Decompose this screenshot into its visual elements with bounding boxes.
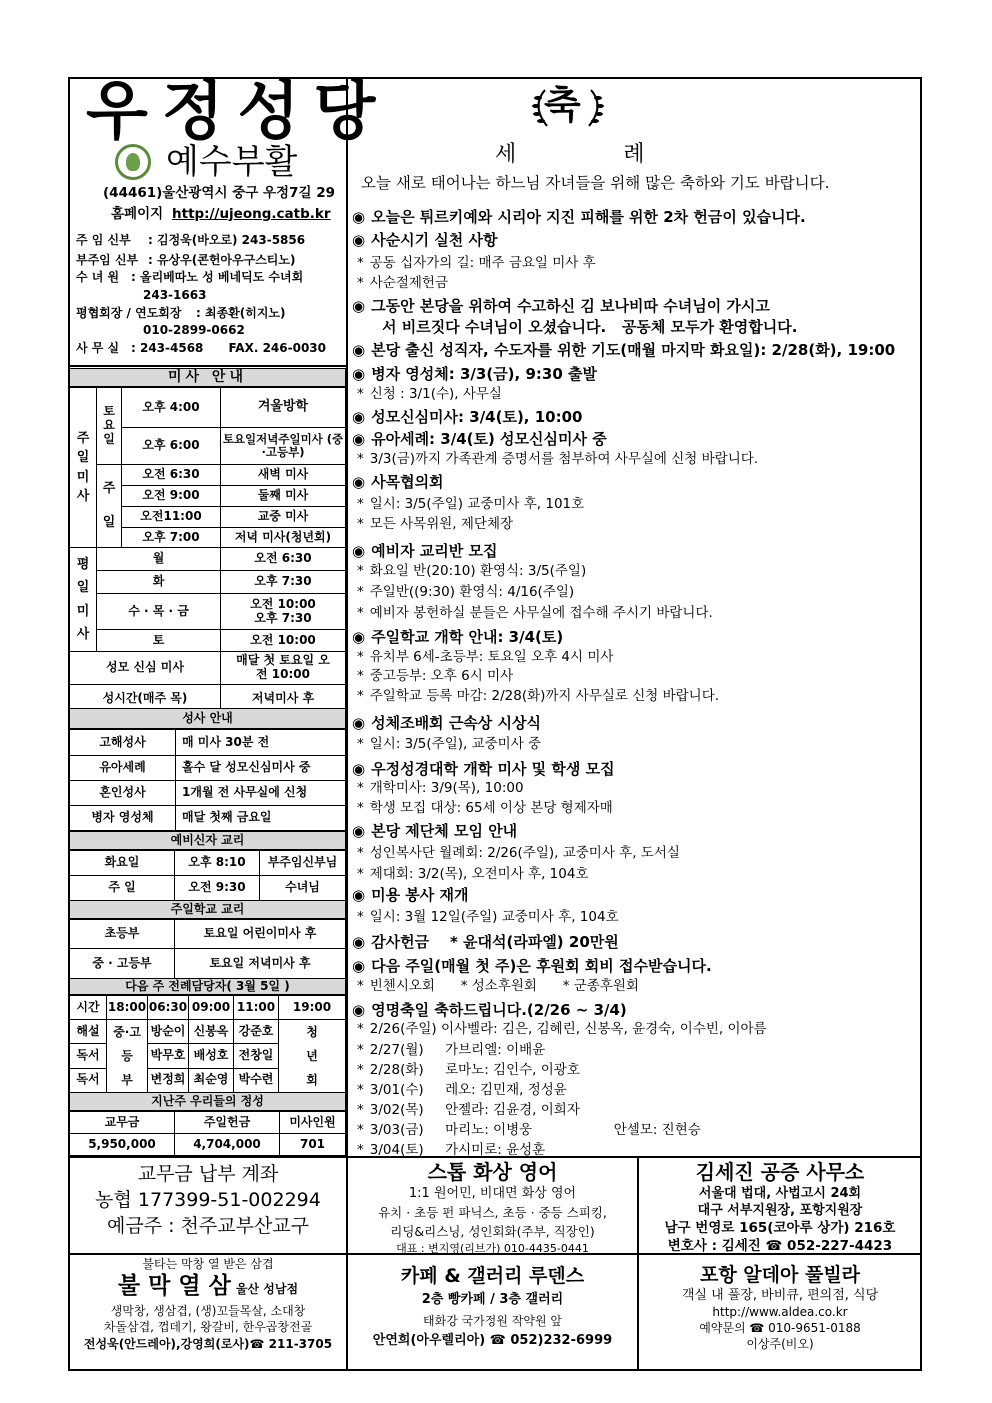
notice-marker: * xyxy=(357,451,364,467)
notice-marker: * xyxy=(357,1042,364,1058)
notice-text: 2/26(주일) 이사벨라: 김은, 김혜린, 신봉옥, 윤경숙, 이수빈, 이아름 xyxy=(369,1021,767,1037)
notice-text: 빈첸시오회 * 성소후원회 * 군종후원회 xyxy=(369,978,639,994)
holy-hour-time: 저녁미사 후 xyxy=(221,685,346,714)
notice-marker: ◉ xyxy=(352,231,366,249)
staff-role: 수 녀 원 xyxy=(76,270,120,284)
lawyer-line: 남구 번영로 165(코아루 상가) 216호 xyxy=(664,1220,896,1236)
english-title: 스톱 화상 영어 xyxy=(427,1160,558,1184)
staff-value: : 김정욱(바오로) 243-5856 xyxy=(148,233,306,247)
notice-marker: ◉ xyxy=(352,760,366,778)
notice-marker: ◉ xyxy=(352,473,366,491)
notice-marker: * xyxy=(357,1062,364,1078)
notice-item xyxy=(352,716,541,731)
sacrament-value: 매달 첫째 금요일 xyxy=(176,806,346,831)
offering-header: 교무금 xyxy=(70,1112,175,1134)
notice-marker: ◉ xyxy=(352,628,366,646)
notice-text: 성체조배회 근속상 시상식 xyxy=(371,714,541,732)
sunday-school-title: 주일학교 교리 xyxy=(69,900,346,919)
notice-item xyxy=(352,233,497,248)
notice-detail xyxy=(357,847,680,861)
notice-text: 예비자 봉헌하실 분들은 사무실에 접수해 주시기 바랍니다. xyxy=(369,605,713,621)
notice-item xyxy=(352,343,895,358)
notice-marker: * xyxy=(357,584,364,600)
mass-name: 둘째 미사 xyxy=(221,486,346,507)
notice-detail xyxy=(357,388,502,402)
notice-detail xyxy=(357,1104,580,1118)
mass-name: 토요일저녁주일미사 (중·고등부) xyxy=(221,428,346,465)
minister-cell: 배성호 xyxy=(189,1044,234,1068)
minister-time: 09:00 xyxy=(189,996,234,1020)
sacrament-name: 고해성사 xyxy=(70,730,176,756)
notice-text: 병자 영성체: 3/3(금), 9:30 출발 xyxy=(371,365,597,383)
mass-time: 오전11:00 xyxy=(122,507,221,528)
notice-text: 3/02(목) 안젤라: 김윤경, 이희자 xyxy=(369,1102,580,1118)
notice-text: 일시: 3/5(주일) 교중미사 후, 101호 xyxy=(369,496,585,512)
staff-role: 사 무 실 xyxy=(76,341,120,355)
school-time: 토요일 어린이미사 후 xyxy=(175,920,346,949)
notice-marker: ◉ xyxy=(352,365,366,383)
notice-text: 중고등부: 오후 6시 미사 xyxy=(369,668,514,684)
motto: 예수부활 xyxy=(166,142,298,182)
cafe-title: 카페 & 갤러리 루덴스 xyxy=(400,1265,585,1287)
celebration-message: 오늘 새로 태어나는 하느님 자녀들을 위해 많은 축하와 기도 바랍니다. xyxy=(361,174,830,192)
offering-value: 4,704,000 xyxy=(175,1134,280,1156)
minister-cell: 전창일 xyxy=(234,1044,279,1068)
holy-hour: 성시간(매주 목) xyxy=(70,685,221,714)
catechumen-day: 화요일 xyxy=(70,851,175,876)
offering-title: 지난주 우리들의 정성 xyxy=(69,1092,346,1111)
mass-time: 오전 9:00 xyxy=(122,486,221,507)
english-ad xyxy=(348,1160,637,1257)
villa-line: 객실 내 풀장, 바비큐, 편의점, 식당 xyxy=(681,1288,879,1303)
notice-text: 서 비르짓다 수녀님이 오셨습니다. 공동체 모두가 환영합니다. xyxy=(382,318,798,336)
notice-text: 주일학교 등록 마감: 2/28(화)까지 사무실로 신청 바랍니다. xyxy=(369,688,720,704)
donation-account: 농협 177399-51-002294 xyxy=(95,1189,321,1211)
minister-cell: 강준호 xyxy=(234,1020,279,1044)
school-group: 중 · 고등부 xyxy=(70,949,175,979)
notice-detail xyxy=(357,670,513,684)
notice-text: 3/01(수) 레오: 김민재, 정성윤 xyxy=(369,1082,567,1098)
sacrament-value: 매 미사 30분 전 xyxy=(176,730,346,756)
staff-value: 010-2899-0662 xyxy=(143,323,245,337)
notice-text: 우정성경대학 개학 미사 및 학생 모집 xyxy=(371,760,615,778)
notice-text: 오늘은 튀르키예와 시리아 지진 피해를 위한 2차 헌금이 있습니다. xyxy=(371,208,806,226)
notice-marker: ◉ xyxy=(352,341,366,359)
notice-text: 미용 봉사 재개 xyxy=(371,886,469,904)
notice-marker: * xyxy=(357,605,364,621)
notice-marker: * xyxy=(357,978,364,994)
minister-youth: 중·고 등 부 xyxy=(107,1020,148,1093)
weekday-time: 오전 10:00 xyxy=(221,630,346,652)
minister-cell: 방순이 xyxy=(148,1020,189,1044)
catechumen-day: 주 일 xyxy=(70,876,175,901)
notice-detail xyxy=(357,782,524,796)
church-logo-icon xyxy=(115,144,151,180)
homepage-label: 홈페이지 xyxy=(111,206,164,222)
cafe-contact: 안연희(아우렐리아) ☎ 052)232-6999 xyxy=(372,1333,613,1348)
donation-ad xyxy=(70,1161,346,1239)
donation-holder: 예금주 : 천주교부산교구 xyxy=(106,1215,310,1237)
notice-text: 사목협의회 xyxy=(371,473,444,491)
notice-item xyxy=(352,888,468,903)
offering-value: 5,950,000 xyxy=(70,1134,175,1156)
notice-text: 3/3(금)까지 가족관계 증명서를 첨부하여 사무실에 신청 바랍니다. xyxy=(369,451,759,467)
notice-detail xyxy=(357,453,758,467)
notice-text: 예비자 교리반 모집 xyxy=(371,542,498,560)
notice-marker: * xyxy=(357,780,364,796)
notice-marker: ◉ xyxy=(352,714,366,732)
staff-value: : 올리베따노 성 베네딕도 수녀회 xyxy=(131,270,304,284)
sunday-school-table xyxy=(69,919,346,979)
notice-detail xyxy=(357,1023,767,1037)
notice-text: 유아세례: 3/4(토) 성모신심미사 중 xyxy=(371,430,607,448)
minister-youth-group: 청 년 회 xyxy=(279,1020,346,1093)
notice-marker: * xyxy=(357,866,364,882)
offering-value: 701 xyxy=(280,1134,346,1156)
bbq-line: 차돌삼겹, 껍데기, 왕갈비, 한우곱창전골 xyxy=(103,1320,313,1334)
weekday-day: 수 · 목 · 금 xyxy=(97,594,221,630)
notice-marker: * xyxy=(357,275,364,291)
notice-text: 모든 사목위원, 제단체장 xyxy=(369,516,514,532)
mass-time: 오후 4:00 xyxy=(122,388,221,428)
staff-role: 평협회장 / 연도회장 xyxy=(76,306,182,320)
staff-role: 주 임 신부 xyxy=(76,233,131,247)
left-header-divider xyxy=(68,365,347,367)
notice-text: 사순시기 실천 사항 xyxy=(371,231,498,249)
sacrament-value: 홀수 달 성모신심미사 중 xyxy=(176,756,346,781)
lawyer-title: 김세진 공증 사무소 xyxy=(695,1160,865,1184)
villa-ad xyxy=(639,1263,921,1352)
notice-detail xyxy=(357,586,574,600)
notice-item xyxy=(352,935,619,950)
minister-role: 독서 xyxy=(70,1068,107,1092)
notice-text: 학생 모집 대상: 65세 이상 본당 형제자매 xyxy=(369,800,613,816)
notice-marker: * xyxy=(357,1021,364,1037)
english-line: 1:1 원어민, 비대면 화상 영어 xyxy=(408,1186,577,1201)
notice-detail xyxy=(357,257,596,271)
staff-value: : 최종환(히지노) xyxy=(196,306,286,320)
notice-detail xyxy=(357,980,639,994)
cafe-line: 태화강 국가정원 작약원 앞 xyxy=(423,1314,562,1328)
english-line: 리딩&리스닝, 성인회화(주부, 직장인) xyxy=(390,1224,595,1239)
sunday-label: 주일 xyxy=(97,465,122,548)
villa-reservation: 예약문의 ☎ 010-9651-0188 xyxy=(699,1321,861,1335)
weekday-mass-label: 평일미사 xyxy=(70,548,97,652)
celebration-emblem: 축 xyxy=(544,82,581,127)
notice-text: 사순절제헌금 xyxy=(369,275,448,291)
notice-item xyxy=(352,210,806,225)
notice-text: 주일반((9:30) 환영식: 4/16(주일) xyxy=(369,584,575,600)
offering-header: 주일헌금 xyxy=(175,1112,280,1134)
notice-detail xyxy=(357,565,586,579)
notice-marker: * xyxy=(357,688,364,704)
staff-value: : 유상우(콘헌아우구스티노) xyxy=(148,253,296,267)
notice-detail xyxy=(357,1064,580,1078)
notice-detail xyxy=(357,738,541,752)
notice-item xyxy=(352,299,770,314)
mass-time: 오전 6:30 xyxy=(122,465,221,486)
notice-detail xyxy=(357,911,619,925)
sacrament-name: 혼인성사 xyxy=(70,781,176,806)
notice-detail xyxy=(357,868,588,882)
catechumen-teacher: 수녀님 xyxy=(260,876,346,901)
villa-title: 포항 알데아 풀빌라 xyxy=(699,1264,861,1286)
english-line: 유치 · 초등 펀 파닉스, 초등 · 중등 스피킹, xyxy=(378,1205,607,1220)
bbq-contact: 전성욱(안드레아),강영희(로사)☎ 211-3705 xyxy=(83,1337,333,1351)
notice-text: 성인복사단 월례회: 2/26(주일), 교중미사 후, 도서실 xyxy=(369,845,680,861)
weekday-time: 오전 6:30 xyxy=(221,548,346,571)
lawyer-contact: 변호사 : 김세진 ☎ 052-227-4423 xyxy=(667,1238,893,1254)
minister-time: 06:30 xyxy=(148,996,189,1020)
catechumen-teacher: 부주임신부님 xyxy=(260,851,346,876)
sacraments-title: 성사 안내 xyxy=(69,708,346,729)
mass-table xyxy=(69,387,346,714)
ministers-title: 다음 주 전례담당자( 3월 5일 ) xyxy=(69,978,346,995)
bbq-tagline: 불타는 막창 열 받은 삼겹 xyxy=(142,1257,274,1271)
notice-item xyxy=(352,544,497,559)
column-divider xyxy=(346,77,348,1157)
mass-name: 교중 미사 xyxy=(221,507,346,528)
notice-marker: * xyxy=(357,1102,364,1118)
notice-text: 주일학교 개학 안내: 3/4(토) xyxy=(371,628,564,646)
notice-text: 신청 : 3/1(수), 사무실 xyxy=(369,386,502,402)
sunday-mass-label: 주일미사 xyxy=(70,388,97,548)
lawyer-line: 대구 서부지원장, 포항지원장 xyxy=(697,1203,863,1218)
notice-marker: ◉ xyxy=(352,822,366,840)
mass-time: 오후 6:00 xyxy=(122,428,221,465)
english-contact: 대표 : 변지영(리브가) 010-4435-0441 xyxy=(396,1242,589,1255)
notice-text: 감사헌금 * 윤대석(라파엘) 20만원 xyxy=(371,933,619,951)
cafe-ad xyxy=(348,1263,637,1351)
notice-detail xyxy=(357,607,713,621)
notice-marker: * xyxy=(357,255,364,271)
weekday-day: 토 xyxy=(97,630,221,652)
bbq-line: 생막창, 생삼겹, (생)꼬들목살, 소대창 xyxy=(110,1304,306,1318)
notice-marker: * xyxy=(357,845,364,861)
minister-cell: 최순영 xyxy=(189,1068,234,1092)
notice-marker: * xyxy=(357,386,364,402)
church-name: 우정성당 xyxy=(86,75,390,149)
notice-text: 3/03(금) 마리노: 이병웅 안셀모: 진현승 xyxy=(369,1122,701,1138)
weekday-time: 오후 7:30 xyxy=(221,571,346,594)
notice-item xyxy=(352,959,712,974)
minister-cell: 변정희 xyxy=(148,1068,189,1092)
notice-text: 일시: 3/5(주일), 교중미사 중 xyxy=(369,736,542,752)
notice-marker: ◉ xyxy=(352,1001,366,1019)
notice-text: 일시: 3월 12일(주일) 교중미사 후, 104호 xyxy=(369,909,619,925)
minister-time: 18:00 xyxy=(107,996,148,1020)
catechumen-time: 오후 8:10 xyxy=(175,851,260,876)
notice-marker: * xyxy=(357,516,364,532)
notice-detail xyxy=(357,1124,701,1138)
notice-marker: * xyxy=(357,563,364,579)
notice-marker: ◉ xyxy=(352,957,366,975)
marian-mass-time: 매달 첫 토요일 오전 10:00 xyxy=(221,652,346,685)
notice-marker: * xyxy=(357,909,364,925)
notice-text: 제대회: 3/2(목), 오전미사 후, 104호 xyxy=(369,866,589,882)
notice-marker: * xyxy=(357,496,364,512)
mass-name: 저녁 미사(청년회) xyxy=(221,528,346,548)
address: (44461)울산광역시 중구 우정7길 29 xyxy=(103,185,335,201)
notice-text: 화요일 반(20:10) 환영식: 3/5(주일) xyxy=(369,563,587,579)
notice-marker: ◉ xyxy=(352,542,366,560)
homepage-link[interactable]: http://ujeong.catb.kr xyxy=(172,206,331,222)
mass-time: 오후 7:00 xyxy=(122,528,221,548)
notice-marker: * xyxy=(357,1082,364,1098)
sacrament-value: 1개월 전 사무실에 신청 xyxy=(176,781,346,806)
staff-role: 부주임 신부 xyxy=(76,253,139,267)
weekday-day: 화 xyxy=(97,571,221,594)
villa-owner: 이상주(비오) xyxy=(746,1337,814,1351)
donation-title: 교무금 납부 계좌 xyxy=(137,1163,279,1185)
notice-marker: ◉ xyxy=(352,408,366,426)
notice-marker: * xyxy=(357,1122,364,1138)
notice-marker: ◉ xyxy=(352,297,366,315)
notice-detail xyxy=(357,1144,545,1158)
notice-detail xyxy=(357,277,448,291)
school-group: 초등부 xyxy=(70,920,175,949)
notice-item xyxy=(352,367,597,382)
bbq-branch: 울산 성남점 xyxy=(235,1282,299,1296)
notice-detail xyxy=(357,498,584,512)
notice-marker: * xyxy=(357,1142,364,1158)
weekday-time: 오전 10:00 오후 7:30 xyxy=(221,594,346,630)
minister-time: 19:00 xyxy=(279,996,346,1020)
cafe-line: 2층 빵카페 / 3층 갤러리 xyxy=(421,1292,564,1307)
minister-role: 해설 xyxy=(70,1020,107,1044)
notice-text: 다음 주일(매월 첫 주)은 후원회 회비 접수받습니다. xyxy=(371,957,712,975)
sacrament-name: 병자 영성체 xyxy=(70,806,176,831)
notice-marker: ◉ xyxy=(352,430,366,448)
sacrament-name: 유아세례 xyxy=(70,756,176,781)
notice-marker: * xyxy=(357,668,364,684)
notice-text: 2/28(화) 로마노: 김인수, 이광호 xyxy=(369,1062,580,1078)
notice-text: 3/04(토) 가시미로: 윤성훈 xyxy=(369,1142,546,1158)
catechumen-table xyxy=(69,850,346,901)
minister-cell: 박무호 xyxy=(148,1044,189,1068)
notice-detail xyxy=(357,802,613,816)
notice-detail xyxy=(376,320,797,335)
lawyer-ad xyxy=(639,1160,921,1255)
notice-text: 본당 출신 성직자, 수도자를 위한 기도(매월 마지막 화요일): 2/28(화), 19:00 xyxy=(371,341,896,359)
notice-text: 성모신심미사: 3/4(토), 10:00 xyxy=(371,408,583,426)
notice-detail xyxy=(357,1044,545,1058)
minister-time: 11:00 xyxy=(234,996,279,1020)
notice-item xyxy=(352,432,607,447)
notice-detail xyxy=(357,651,613,665)
mass-name: 겨울방학 xyxy=(221,388,346,428)
staff-value: : 243-4568 FAX. 246-0030 xyxy=(131,341,326,355)
celebration-title: 세 례 xyxy=(495,142,645,167)
sacraments-table xyxy=(69,729,346,831)
notice-marker: * xyxy=(357,649,364,665)
notice-item xyxy=(352,824,517,839)
notice-marker: * xyxy=(357,736,364,752)
staff-value: 243-1663 xyxy=(143,288,207,302)
bbq-ad xyxy=(70,1257,346,1353)
saturday-label: 토요일 xyxy=(97,388,122,465)
offering-header: 미사인원 xyxy=(280,1112,346,1134)
marian-mass: 성모 신심 미사 xyxy=(70,652,221,685)
notice-text: 유치부 6세-초등부: 토요일 오후 4시 미사 xyxy=(369,649,614,665)
notice-item xyxy=(352,630,563,645)
school-time: 토요일 저녁미사 후 xyxy=(175,949,346,979)
notice-text: 본당 제단체 모임 안내 xyxy=(371,822,518,840)
notice-text: 공동 십자가의 길: 매주 금요일 미사 후 xyxy=(369,255,596,271)
bbq-name: 불 막 열 삼 xyxy=(117,1273,231,1299)
notice-detail xyxy=(357,1084,567,1098)
minister-time: 시간 xyxy=(70,996,107,1020)
offering-table xyxy=(69,1111,346,1156)
minister-cell: 신봉옥 xyxy=(189,1020,234,1044)
notice-marker: ◉ xyxy=(352,208,366,226)
villa-link[interactable]: http://www.aldea.co.kr xyxy=(712,1305,848,1319)
catechumen-time: 오전 9:30 xyxy=(175,876,260,901)
ministers-table xyxy=(69,995,346,1093)
lawyer-line: 서울대 법대, 사법고시 24회 xyxy=(698,1186,862,1201)
notice-marker: ◉ xyxy=(352,886,366,904)
bbq-name-row xyxy=(70,1272,346,1303)
mass-title: 미사 안내 xyxy=(69,368,346,387)
notice-item xyxy=(352,762,615,777)
notice-text: 2/27(월) 가브리엘: 이배윤 xyxy=(369,1042,546,1058)
weekday-day: 월 xyxy=(97,548,221,571)
minister-role: 독서 xyxy=(70,1044,107,1068)
notice-text: 그동안 본당을 위하여 수고하신 김 보나비따 수녀님이 가시고 xyxy=(371,297,770,315)
catechumen-title: 예비신자 교리 xyxy=(69,831,346,850)
minister-cell: 박수련 xyxy=(234,1068,279,1092)
notice-marker: ◉ xyxy=(352,933,366,951)
notice-item xyxy=(352,410,582,425)
mass-name: 새벽 미사 xyxy=(221,465,346,486)
notice-item xyxy=(352,475,444,490)
notice-marker: * xyxy=(357,800,364,816)
notice-item xyxy=(352,1003,627,1018)
notice-text: 개학미사: 3/9(목), 10:00 xyxy=(369,780,524,796)
notice-detail xyxy=(357,518,513,532)
notice-detail xyxy=(357,690,719,704)
notice-text: 영명축일 축하드립니다.(2/26 ~ 3/4) xyxy=(371,1001,627,1019)
